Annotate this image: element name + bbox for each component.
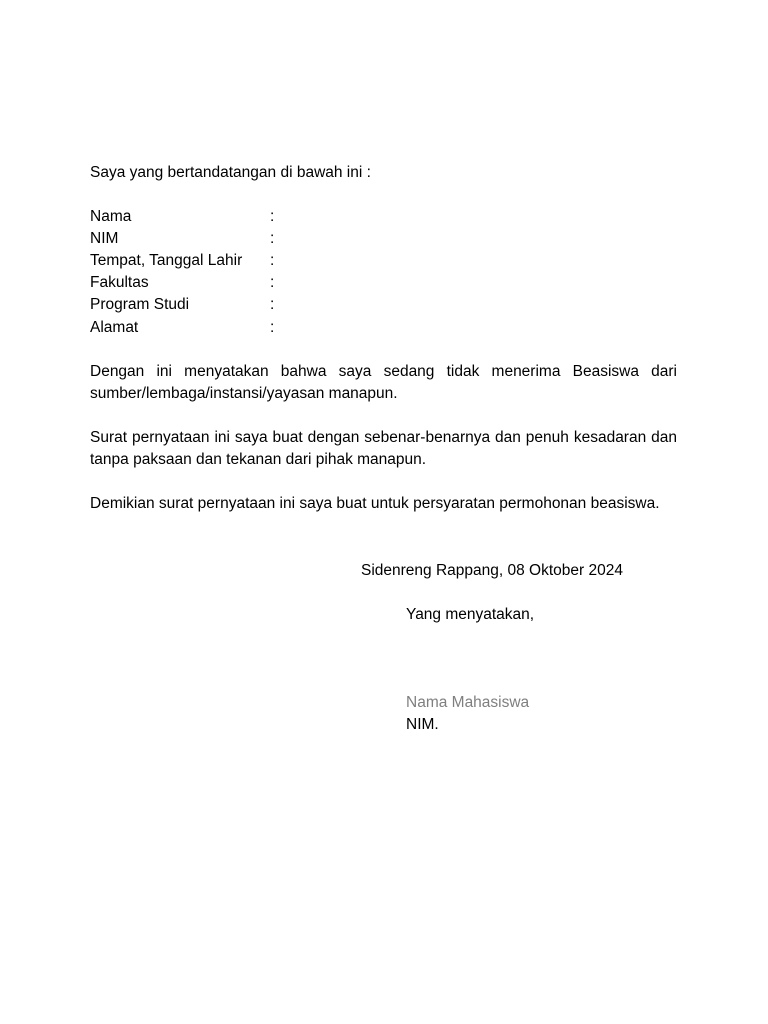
field-label-program: Program Studi: [90, 296, 190, 313]
paragraph-closing: Demikian surat pernyataan ini saya buat untuk persyaratan permohonan beasiswa.: [90, 495, 660, 512]
field-colon-program: :: [270, 296, 275, 313]
place-date: Sidenreng Rappang, 08 Oktober 2024: [361, 562, 623, 579]
field-colon-address: :: [270, 319, 275, 336]
field-label-address: Alamat: [90, 319, 139, 336]
field-label-nama: Nama: [90, 208, 132, 225]
field-colon-nama: :: [270, 208, 275, 225]
signer-nim: NIM.: [406, 716, 439, 733]
paragraph-statement: Dengan ini menyatakan bahwa saya sedang tidak menerima Beasiswa dari sumber/lembaga/instansi/yayasan manapun.: [90, 363, 677, 402]
field-label-birth: Tempat, Tanggal Lahir: [90, 252, 243, 269]
field-colon-nim: :: [270, 230, 275, 247]
signer-name: Nama Mahasiswa: [406, 694, 530, 711]
field-colon-faculty: :: [270, 274, 275, 291]
closing-salutation: Yang menyatakan,: [406, 606, 535, 623]
paragraph-sincerity: Surat pernyataan ini saya buat dengan sebenar-benarnya dan penuh kesadaran dan tanpa paksaan dan tekanan dari pihak manapun.: [90, 429, 677, 468]
field-label-faculty: Fakultas: [90, 274, 149, 291]
field-colon-birth: :: [270, 252, 275, 269]
field-label-nim: NIM: [90, 230, 119, 247]
intro-text: Saya yang bertandatangan di bawah ini :: [90, 164, 371, 181]
